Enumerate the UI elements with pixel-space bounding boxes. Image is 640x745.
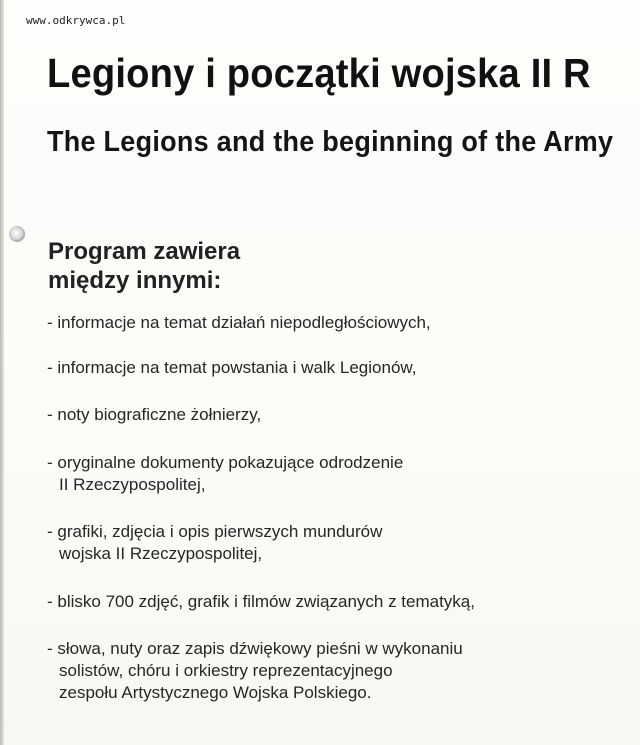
- page-edge: [0, 0, 4, 745]
- pin-icon: [9, 226, 25, 242]
- list-item-line: - informacje na temat działań niepodległościowych,: [47, 313, 431, 332]
- list-item: [47, 521, 382, 565]
- list-item-line: - grafiki, zdjęcia i opis pierwszych mundurów: [47, 522, 383, 541]
- heading-line: Program zawiera: [48, 238, 241, 265]
- list-item: [47, 357, 416, 379]
- title-polish: Legiony i początki wojska II R: [47, 50, 591, 96]
- list-item-line: - oryginalne dokumenty pokazujące odrodzenie: [47, 453, 404, 472]
- list-item-line: solistów, chóru i orkiestry reprezentacyjnego: [59, 661, 393, 680]
- list-item: [47, 312, 431, 334]
- list-item-line: - blisko 700 zdjęć, grafik i filmów związanych z tematyką,: [47, 592, 475, 611]
- list-item-line: II Rzeczypospolitej,: [59, 475, 206, 494]
- list-item-line: - słowa, nuty oraz zapis dźwiękowy pieśni w wykonaniu: [47, 639, 463, 658]
- list-item-line: - noty biograficzne żołnierzy,: [47, 405, 262, 424]
- list-item: [47, 404, 261, 426]
- list-item: [47, 591, 475, 613]
- list-item: [47, 452, 403, 496]
- watermark: www.odkrywca.pl: [26, 14, 126, 27]
- heading-line: między innymi:: [48, 267, 222, 294]
- list-item-line: zespołu Artystycznego Wojska Polskiego.: [59, 683, 372, 702]
- list-item: [47, 638, 463, 704]
- list-item-line: - informacje na temat powstania i walk Legionów,: [47, 358, 417, 377]
- title-english: The Legions and the beginning of the Army: [47, 126, 614, 158]
- section-heading: [48, 237, 240, 295]
- list-item-line: wojska II Rzeczypospolitej,: [59, 544, 263, 563]
